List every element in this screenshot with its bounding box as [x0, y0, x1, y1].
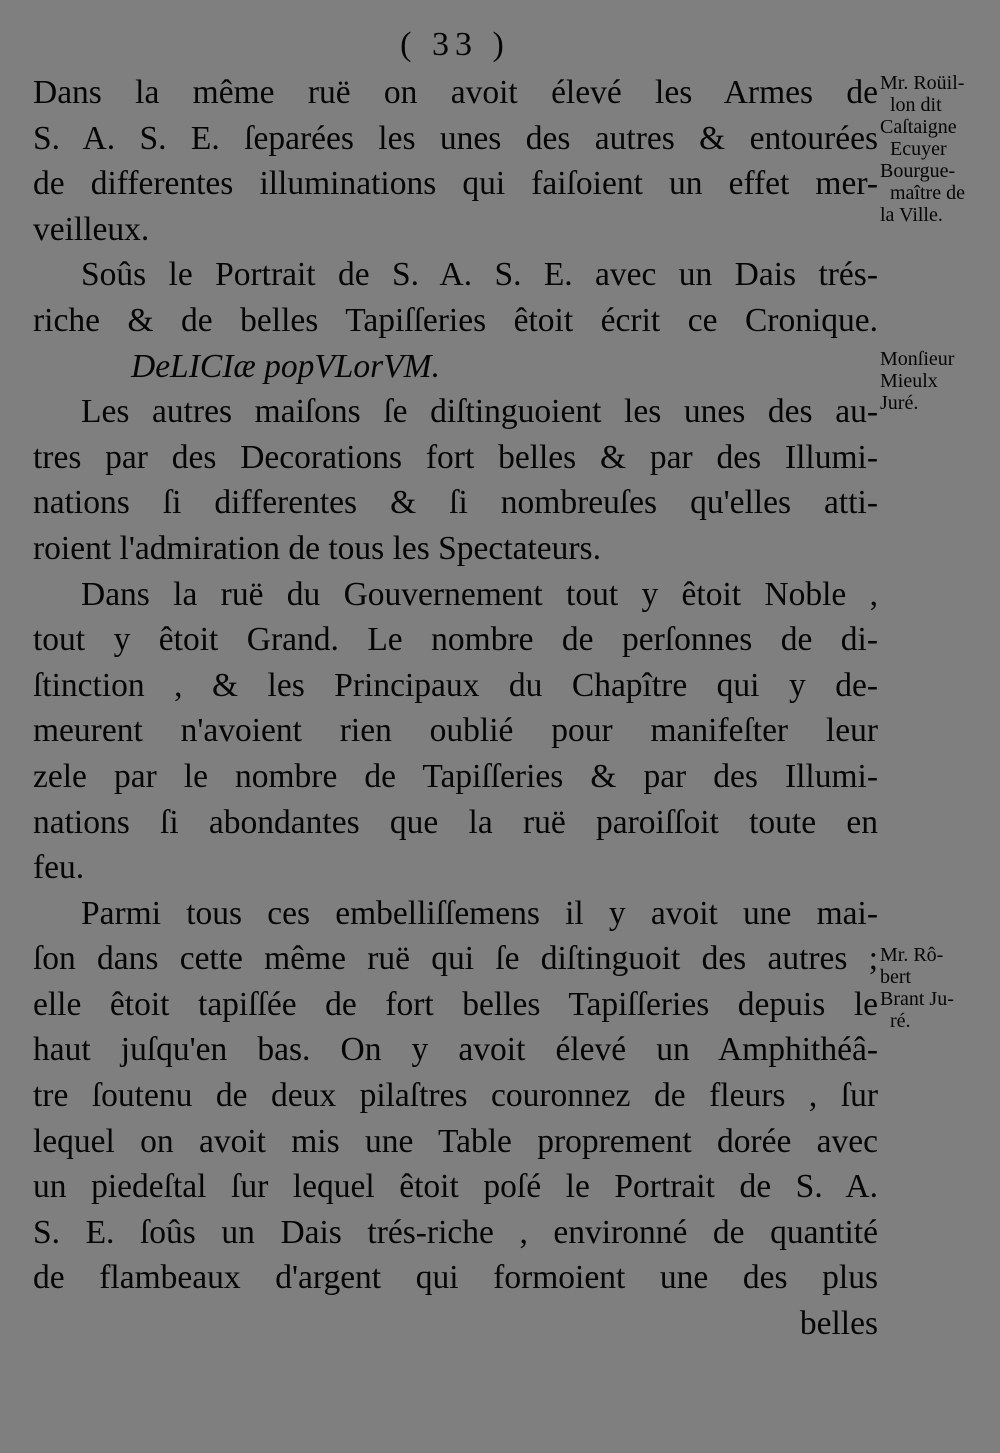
text-line: Soûs le Portrait de S. A. S. E. avec un Dais trés-: [81, 256, 878, 294]
text-line: Parmi tous ces embelliſſemens il y avoit une mai-: [81, 894, 878, 932]
margin-note-line: Mr. Rô-: [880, 944, 944, 966]
text-line: meurent n'avoient rien oublié pour manifeſter leur: [33, 712, 878, 750]
text-line: nations ſi differentes & ſi nombreuſes qu'elles atti-: [33, 484, 878, 522]
margin-note-line: Brant Ju-: [880, 988, 954, 1010]
text-line: S. E. ſoûs un Dais trés-riche , environné de quantité: [33, 1213, 878, 1251]
text-line: un piedeſtal ſur lequel êtoit poſé le Portrait de S. A.: [33, 1168, 878, 1206]
text-line: Dans la même ruë on avoit élevé les Armes de: [33, 74, 878, 111]
margin-note-rouillon: [880, 72, 998, 226]
margin-note-line: maître de: [890, 182, 965, 204]
margin-note-line: ré.: [890, 1010, 911, 1032]
text-line: S. A. S. E. ſeparées les unes des autres & entourées: [33, 119, 878, 157]
main-text-block: [33, 70, 878, 1347]
margin-note-robert-brant: [880, 944, 998, 1032]
text-line: lequel on avoit mis une Table proprement dorée avec: [33, 1122, 878, 1160]
text-line: de differentes illuminations qui faiſoient un effet mer-: [33, 165, 878, 203]
text-line: tre ſoutenu de deux pilaſtres couronnez de fleurs , ſur: [33, 1077, 878, 1115]
page-number: ( 33 ): [400, 26, 510, 63]
text-line: zele par le nombre de Tapiſſeries & par des Illumi-: [33, 757, 878, 795]
text-line: elle êtoit tapiſſée de fort belles Tapiſſeries depuis le: [33, 985, 878, 1023]
catchword: belles: [799, 1305, 878, 1343]
margin-note-line: lon dit: [890, 94, 942, 116]
margin-note-line: Monſieur: [880, 348, 955, 370]
text-line: feu.: [33, 849, 85, 887]
chronogram-line: DeLICIæ popVLorVM.: [131, 347, 440, 385]
text-line: tres par des Decorations fort belles & par des Illumi-: [33, 438, 878, 476]
margin-note-line: bert: [880, 966, 912, 988]
text-line: ſtinction , & les Principaux du Chapître qui y de-: [33, 666, 878, 704]
text-line: veilleux.: [33, 210, 150, 248]
text-line: ſon dans cette même ruë qui ſe diſtinguoit des autres ;: [33, 940, 878, 978]
text-line: riche & de belles Tapiſſeries êtoit écrit ce Cronique.: [33, 301, 878, 339]
text-line: tout y êtoit Grand. Le nombre de perſonnes de di-: [33, 621, 878, 659]
margin-note-line: Bourgue-: [880, 160, 956, 182]
text-line: de flambeaux d'argent qui formoient une des plus: [33, 1259, 878, 1297]
text-line: nations ſi abondantes que la ruë paroiſſoit toute en: [33, 803, 878, 841]
margin-note-line: la Ville.: [880, 204, 943, 226]
margin-note-line: Juré.: [880, 392, 919, 414]
text-line: haut juſqu'en bas. On y avoit élevé un Amphithéâ-: [33, 1031, 878, 1069]
margin-note-line: Mieulx: [880, 370, 938, 392]
text-line: Les autres maiſons ſe diſtinguoient les unes des au-: [81, 393, 878, 431]
text-line: roient l'admiration de tous les Spectateurs.: [33, 529, 601, 567]
margin-note-line: Caſtaigne: [880, 116, 957, 138]
margin-note-line: Mr. Roüil-: [880, 72, 965, 94]
margin-note-mieulx: [880, 348, 998, 414]
text-line: Dans la ruë du Gouvernement tout y êtoit Noble ,: [81, 575, 878, 613]
margin-note-line: Ecuyer: [890, 138, 947, 160]
